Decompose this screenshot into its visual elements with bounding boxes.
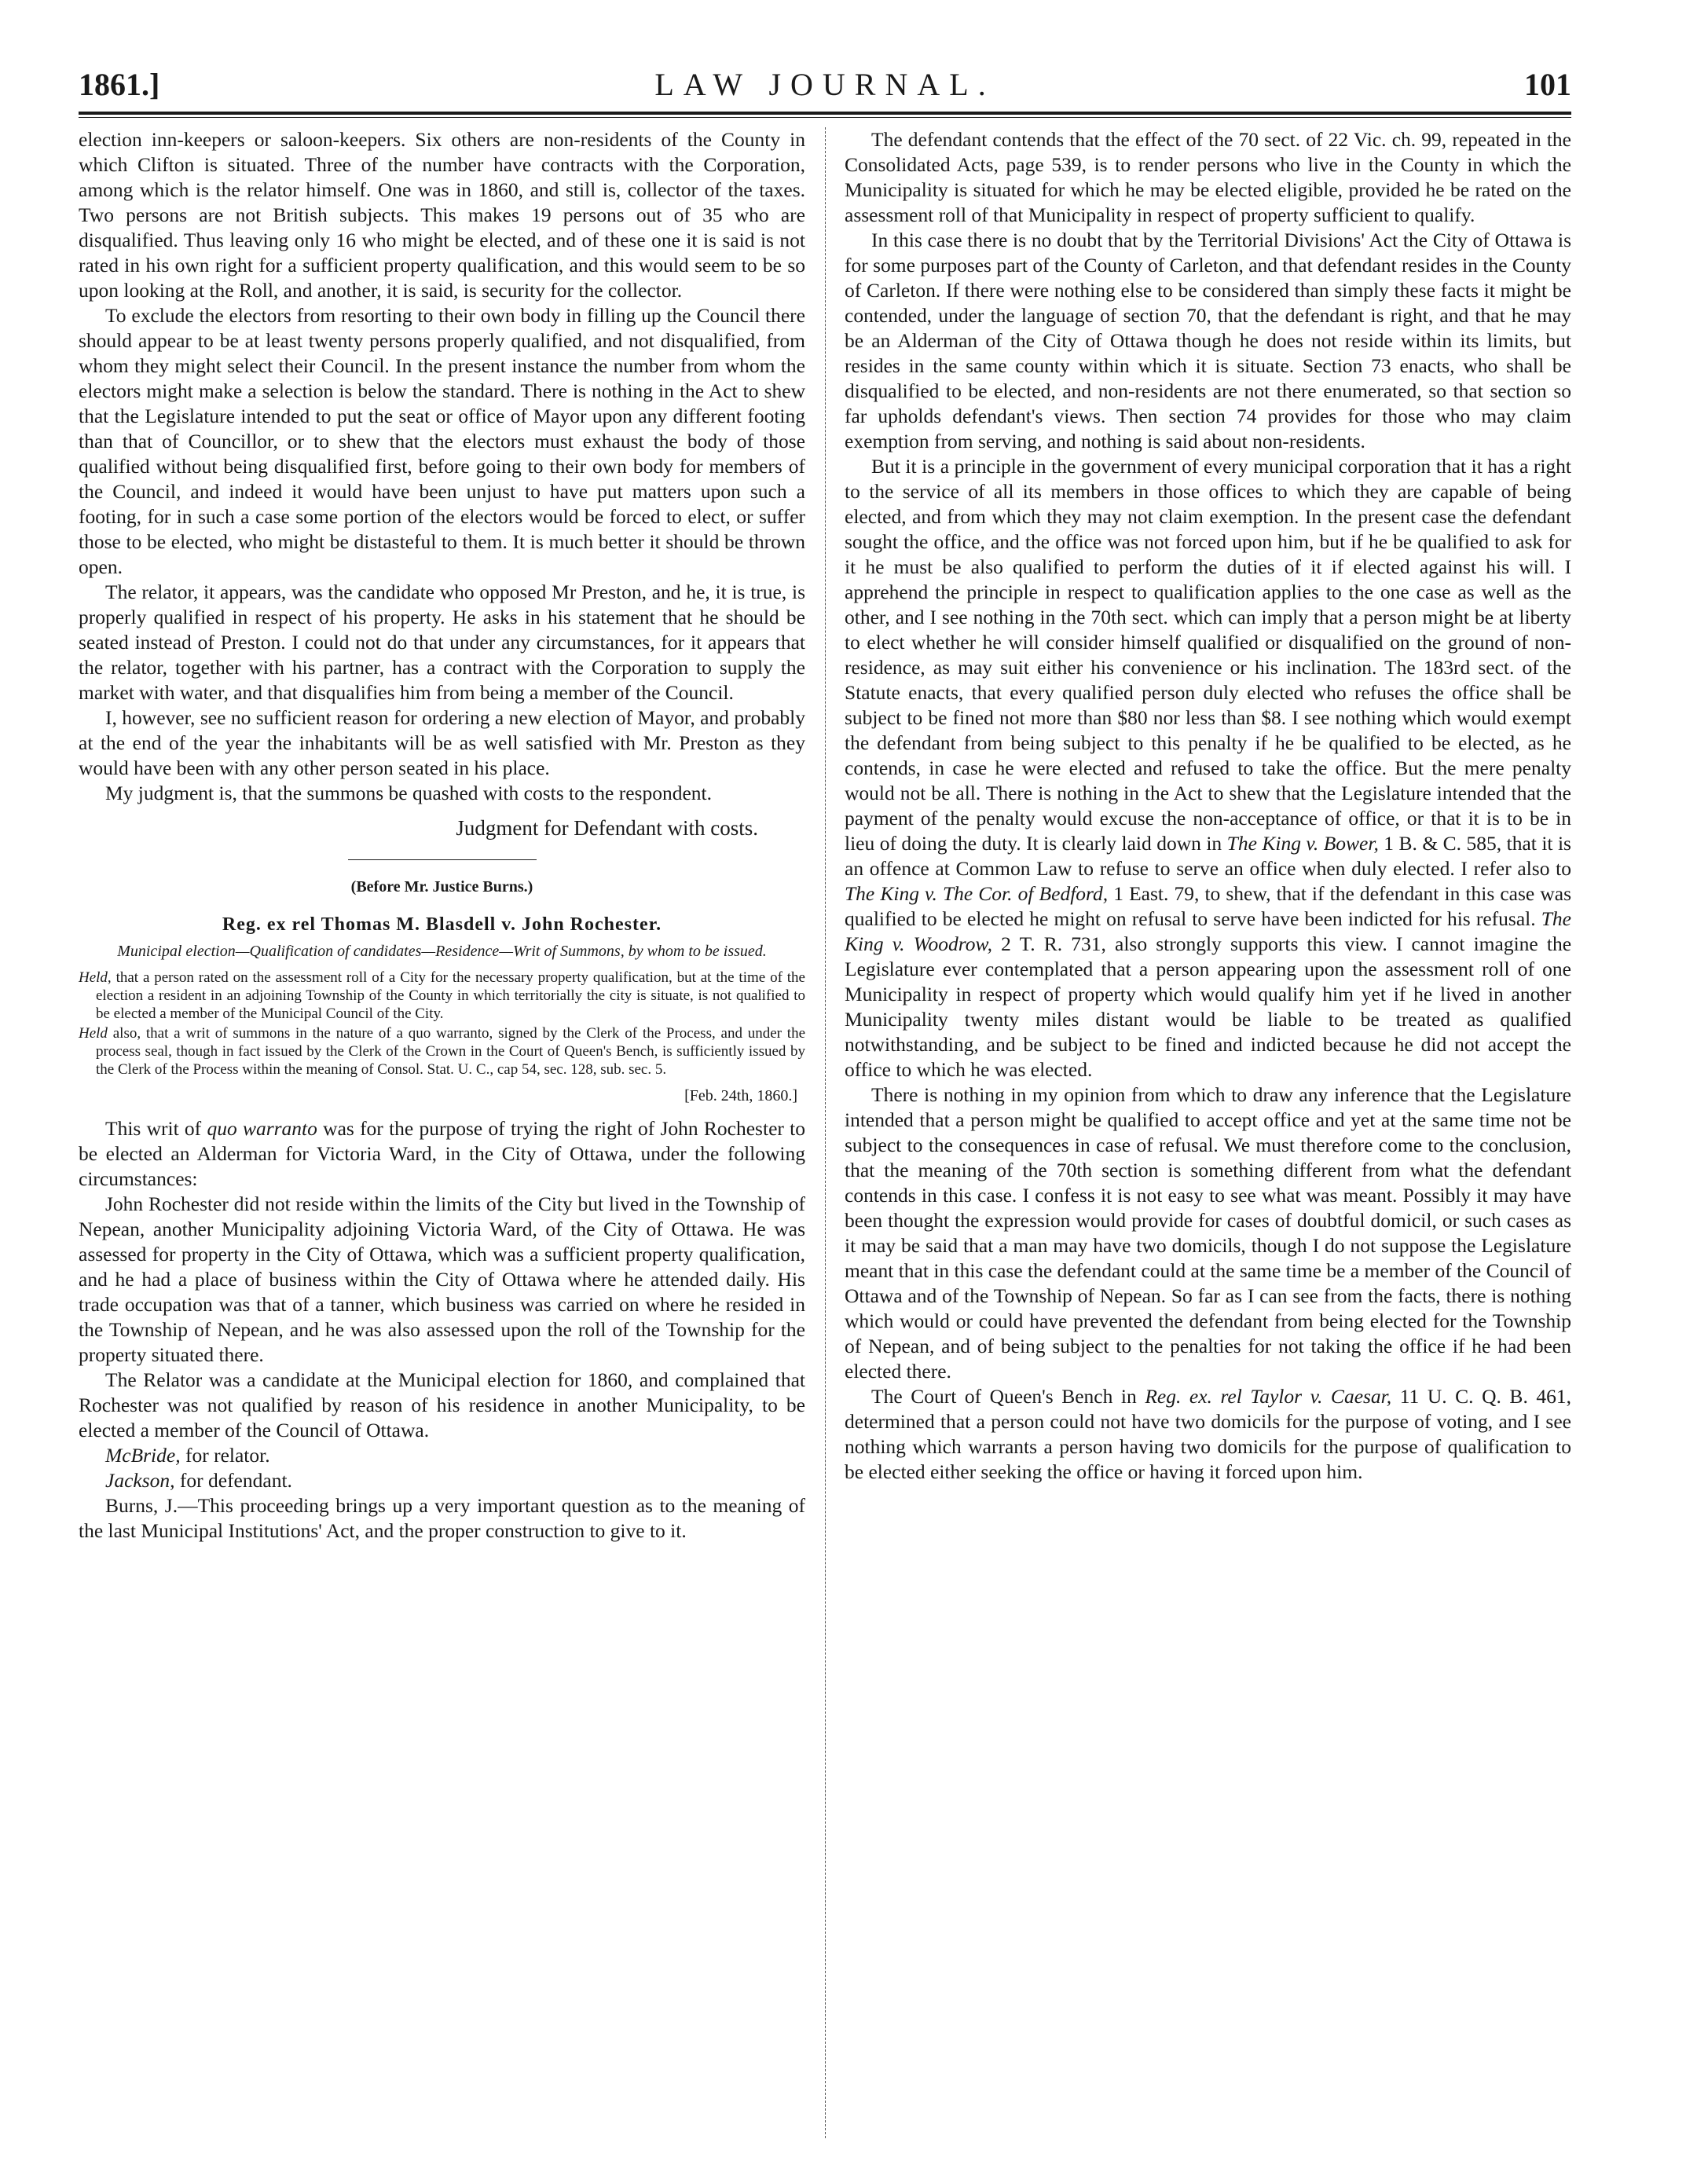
headnote-held [79,969,805,1023]
paragraph: The relator, it appears, was the candidate who opposed Mr Preston, and he, it is true, is properly qualified in respect of his property. He asks in his statement that he should be seated instead of Preston. I could not do that under any circumstances, for it appears that the relator, together with his partner, has a contract with the Corporation to supply the market with water, and that disqualifies him from being a member of the Council. [79,581,805,704]
page-number: 101 [1524,67,1571,102]
paragraph: The defendant contends that the effect of the 70 sect. of 22 Vic. ch. 99, repeated in the Consolidated Acts, page 539, is to render persons who live in the County in which the Municipality is situated for which he may be elected eligible, provided he be rated on the assessment roll of that Municipality in respect of property sufficient to qualify. [845,128,1571,226]
held-text: also, that a writ of summons in the nature of a quo warranto, signed by the Clerk of the Process, and under the process seal, though in fact issued by the Clerk of the Crown in the Court of Queen's Bench, is sufficiently issued by the Clerk of the Process within the meaning of Consol. Stat. U. C., cap 54, sec. 128, sub. sec. 5. [96,1025,805,1078]
header-rule-thin [79,117,1571,118]
header-title: LAW JOURNAL. [654,67,995,102]
text-run: 1 East. 79, to shew, that if the defendant in this case was qualified to be elected he might on refusal to serve have been indicted for his refusal. [845,882,1571,930]
case-headnote-subjects: Municipal election—Qualification of candidates—Residence—Writ of Summons, by whom to be issued. [117,943,767,960]
case-title: Reg. ex rel Thomas M. Blasdell v. John Rochester. [222,914,662,935]
case-citation: The King v. Woodrow, [845,907,1571,955]
running-header [79,63,1571,118]
counsel-line [79,1443,805,1468]
paragraph [79,1116,805,1192]
italic-term: quo warranto [207,1117,317,1140]
counsel-role: for defendant. [174,1469,292,1492]
paragraph [845,1384,1571,1485]
held-lead: Held [79,1025,108,1042]
headnote-held [79,1024,805,1079]
left-column [79,127,805,1544]
right-column [845,127,1571,1485]
held-lead: Held, [79,969,112,986]
column-divider [825,127,826,2138]
text-run: The Court of Queen's Bench in [871,1385,1145,1408]
counsel-role: for relator. [180,1444,270,1467]
paragraph [845,454,1571,1082]
header-year: 1861.] [79,67,160,102]
text-run: This writ of [105,1117,207,1140]
case-citation: The King v. Bower, [1226,832,1379,855]
text-run: 2 T. R. 731, also strongly supports this view. I cannot imagine the Legislature ever contemplated that a person appearing upon the assessment roll of one Municipality in respect of property which would qualify him yet if he lived in another Municipality twenty miles distant would be liable to be treated as qualified notwithstanding, and be subject to be fined and indicted because he did not accept the office to which he was elected. [845,932,1572,1081]
section-divider [348,859,537,860]
paragraph: election inn-keepers or saloon-keepers. Six others are non-residents of the County in which Clifton is situated. Three of the number have contracts with the Corporation, among which is the relator himself. One was in 1860, and still is, collector of the taxes. Two persons are not British subjects. This makes 19 persons out of 35 who are disqualified. Thus leaving only 16 who might be elected, and of these one it is said is not rated in his own right for a sufficient property qualification, and this would seem to be so upon looking at the Roll, and another, it is said, is security for the collector. [79,128,805,302]
text-run: was for the purpose of trying the right of John Rochester to be elected an Alderman for Victoria Ward, in the City of Ottawa, under the following circumstances: [79,1117,805,1190]
paragraph: To exclude the electors from resorting to their own body in filling up the Council there should appear to be at least twenty persons properly qualified, and not disqualified, from whom they might select their Council. In the present instance the number from whom the electors might make a selection is below the standard. There is nothing in the Act to shew that the Legislature intended to put the seat or office of Mayor upon any different footing than that of Councillor, or to shew that the electors must exhaust the body of those qualified without being disqualified first, before going to their own body for members of the Council, and indeed it would have been unjust to have put matters upon such a footing, for in such a case some portion of the electors would be forced to elect, or suffer those to be elected, who might be distasteful to them. It is much better it should be thrown open. [79,304,805,578]
paragraph: John Rochester did not reside within the limits of the City but lived in the Township of Nepean, another Municipality adjoining Victoria Ward, of the City of Ottawa. He was assessed for property in the City of Ottawa, which was a sufficient property qualification, and he had a place of business within the City of Ottawa where he attended daily. His trade occupation was that of a tanner, which business was carried on where he resided in the Township of Nepean, and he was also assessed upon the roll of the Township for the property situated there. [79,1192,805,1366]
before-justice: (Before Mr. Justice Burns.) [350,878,533,896]
paragraph: My judgment is, that the summons be quashed with costs to the respondent. [105,782,712,804]
text-run: 11 U. C. Q. B. 461, determined that a person could not have two domicils for the purpose of voting, and I see nothing which warrants a person having two domicils for the purpose of qualification to be elected either seeking the office or having it forced upon him. [845,1385,1571,1483]
journal-page [79,63,1571,2137]
decision-date: [Feb. 24th, 1860.] [684,1087,797,1104]
counsel-name: McBride, [105,1444,181,1467]
paragraph: There is nothing in my opinion from which to draw any inference that the Legislature intended that a person might be qualified to accept office and yet at the same time not be subject to the consequences in case of refusal. We must therefore come to the conclusion, that the meaning of the 70th section is something different from what the defendant contends in this case. I confess it is not easy to see what was meant. Possibly it may have been thought the expression would provide for cases of doubtful domicil, or such cases as it may be said that a man may have two domicils, though I do not suppose the Legislature meant that in this case the defendant could at the same time be a member of the Council of Ottawa and of the Township of Nepean. So far as I can see from the facts, there is nothing which would or could have prevented the defendant from being elected for the Township of Nepean, and of being subject to the penalties for not taking the office if he had been elected there. [845,1083,1571,1383]
header-rule [79,112,1571,115]
case-citation: The King v. The Cor. of Bedford, [845,882,1109,905]
text-run: But it is a principle in the government of every municipal corporation that it has a right to the service of all its members in those offices to which they are capable of being elected, and from which they may not claim exemption. In the present case the defendant sought the office, and the office was not forced upon him, but if he be qualified to ask for it he must be also qualified to perform the duties of it if elected against his will. I apprehend the principle in respect to qualification applies to the one case as well as the other, and I see nothing in the 70th sect. which can imply that a person might be at liberty to elect whether he will consider himself qualified or disqualified on the ground of non-residence, as may suit either his convenience or his inclination. The 183rd sect. of the Statute enacts, that every qualified person duly elected who refuses the office shall be subject to be fined not more than $80 nor less than $8. I see nothing which would exempt the defendant from being subject to this penalty if he be qualified to be elected, as he contends, in case he were elected and refused to take the office. But the mere penalty would not be all. There is nothing in the Act to shew that the Legislature intended that the payment of the penalty would excuse the non-acceptance of office, or that it is to be in lieu of doing the duty. It is clearly laid down in [845,455,1571,855]
judgment-line: Judgment for Defendant with costs. [456,816,758,840]
text-run: 1 B. & C. 585, that it is an offence at Common Law to refuse to serve an office when duly elected. I refer also to [845,832,1571,880]
case-citation: Reg. ex. rel Taylor v. Caesar, [1145,1385,1392,1408]
counsel-line [79,1468,805,1493]
counsel-name: Jackson, [105,1469,175,1492]
paragraph: In this case there is no doubt that by the Territorial Divisions' Act the City of Ottawa is for some purposes part of the County of Carleton, and that defendant resides in the County of Carleton. If there were nothing else to be considered than simply these facts it might be contended, under the language of section 70, that the defendant is right, and that he may be an Alderman of the City of Ottawa though he does not reside within its limits, but resides in the same county within which it is situate. Section 73 enacts, who shall be disqualified to be elected, and non-residents are not there enumerated, so that section so far upholds defendant's views. Then section 74 provides for those who may claim exemption from serving, and nothing is said about non-residents. [845,229,1571,452]
paragraph: I, however, see no sufficient reason for ordering a new election of Mayor, and probably at the end of the year the inhabitants will be as well satisfied with Mr. Preston as they would have been with any other person seated in his place. [79,706,805,779]
paragraph: Burns, J.—This proceeding brings up a very important question as to the meaning of the last Municipal Institutions' Act, and the proper construction to give to it. [79,1494,805,1542]
paragraph: The Relator was a candidate at the Municipal election for 1860, and complained that Rochester was not qualified by reason of his residence in another Municipality, to be elected a member of the Council of Ottawa. [79,1368,805,1441]
held-text: that a person rated on the assessment roll of a City for the necessary property qualification, but at the time of the election a resident in an adjoining Township of the County in which territorially the city is situate, is not qualified to be elected a member of the Municipal Council of the City. [96,969,805,1022]
